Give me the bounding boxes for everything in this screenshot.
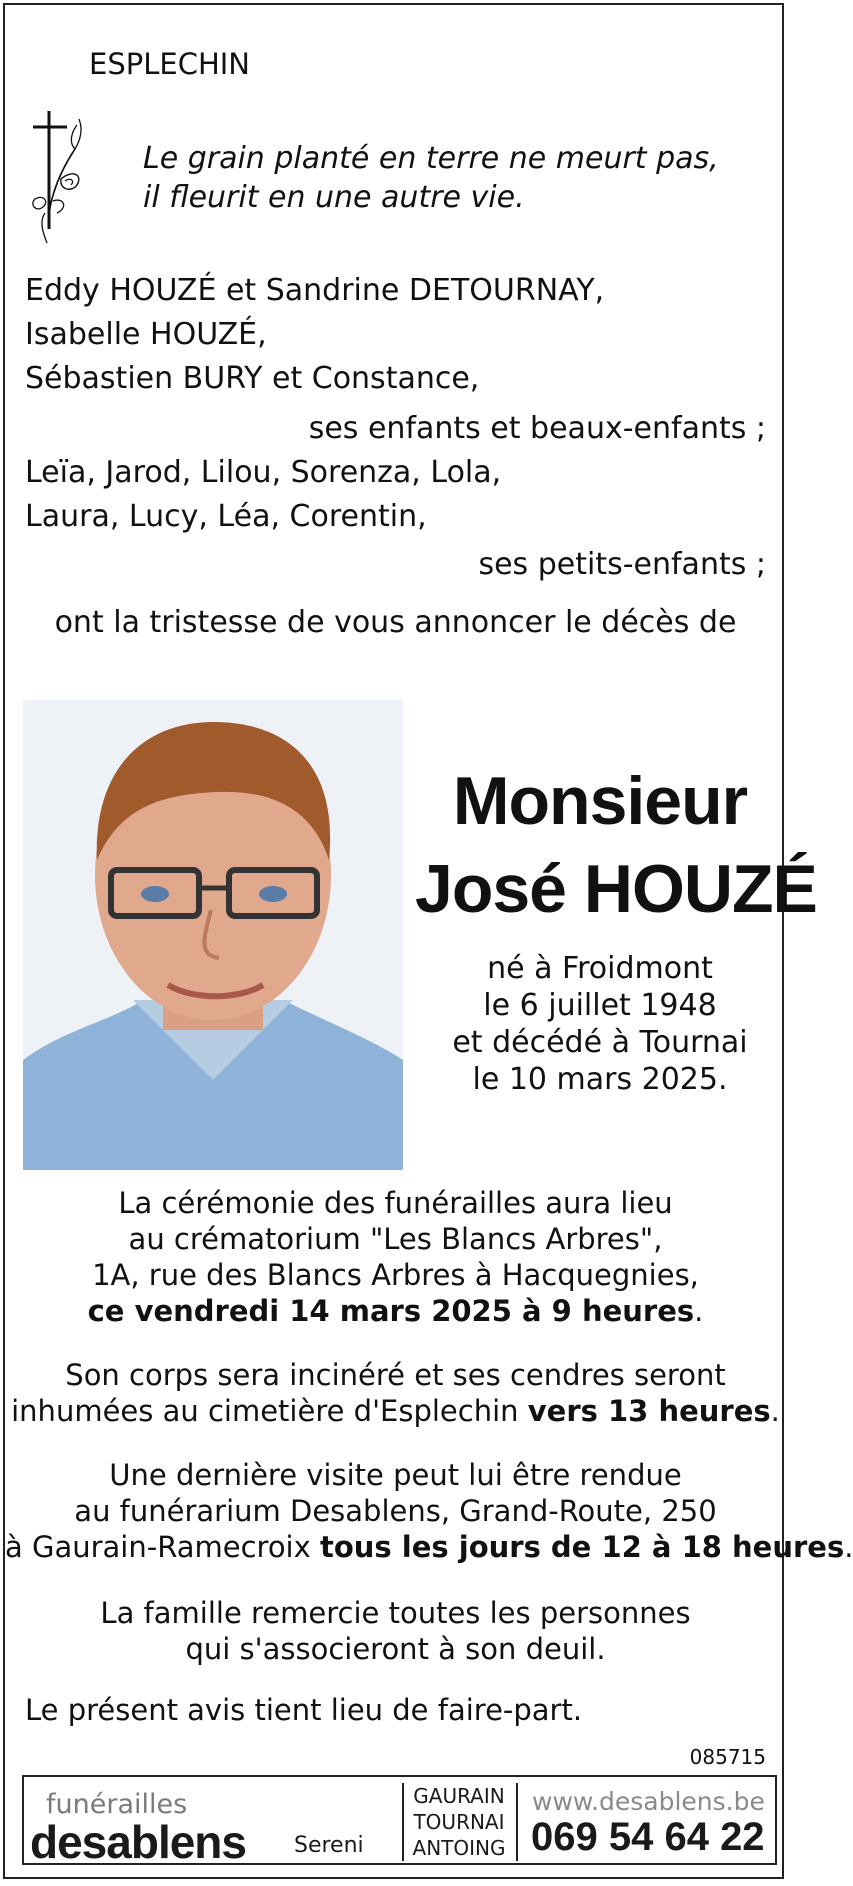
cremation-line-2 <box>5 1393 786 1429</box>
family-grandchildren <box>25 451 501 539</box>
visit-line: au funérarium Desablens, Grand-Route, 250 <box>74 1494 717 1528</box>
obituary-notice <box>3 3 853 1879</box>
website: www.desablens.be <box>532 1787 765 1816</box>
ceremony-when: ce vendredi 14 mars 2025 à 9 heures <box>87 1294 695 1328</box>
epitaph-quote <box>143 139 719 217</box>
town-name: GAURAIN <box>413 1784 505 1808</box>
brand-logo-name: desablens <box>30 1816 246 1868</box>
town-list <box>409 1783 509 1861</box>
birth-death-info <box>445 950 755 1098</box>
children-label: ses enfants et beaux-enfants ; <box>308 411 766 446</box>
phone-number: 069 54 64 22 <box>531 1815 765 1859</box>
cremation-info <box>5 1357 786 1429</box>
cremation-time-end: . <box>770 1394 780 1428</box>
brand-tagline: funérailles <box>46 1789 188 1820</box>
death-date: le 10 mars 2025. <box>472 1062 728 1097</box>
ceremony-info <box>5 1185 786 1329</box>
deceased-name: José HOUZÉ <box>415 851 817 927</box>
place-name: ESPLECHIN <box>89 47 251 81</box>
faire-part-note: Le présent avis tient lieu de faire-part. <box>25 1693 583 1727</box>
portrait-illustration <box>23 700 403 1170</box>
family-line: Leïa, Jarod, Lilou, Sorenza, Lola, <box>25 455 502 490</box>
quote-line-2: il fleurit en une autre vie. <box>143 180 525 215</box>
cross-with-flower-icon <box>25 109 91 249</box>
thanks-line: qui s'associeront à son deuil. <box>185 1632 606 1666</box>
thanks-info <box>5 1595 786 1667</box>
family-line: Laura, Lucy, Léa, Corentin, <box>25 499 427 534</box>
quote-line-1: Le grain planté en terre ne meurt pas, <box>143 141 719 176</box>
portrait-photo <box>23 700 403 1170</box>
brand-sub: Sereni <box>294 1833 364 1858</box>
deceased-title: Monsieur <box>452 763 748 839</box>
visit-text: à Gaurain-Ramecroix <box>5 1530 320 1564</box>
grandchildren-label: ses petits-enfants ; <box>478 547 766 582</box>
town-name: ANTOING <box>412 1836 506 1860</box>
cremation-time: vers 13 heures <box>527 1394 771 1428</box>
family-line: Isabelle HOUZÉ, <box>25 317 267 352</box>
visit-line: Une dernière visite peut lui être rendue <box>109 1458 682 1492</box>
thanks-line: La famille remercie toutes les personnes <box>100 1596 691 1630</box>
visit-hours: tous les jours de 12 à 18 heures <box>320 1530 845 1564</box>
ceremony-when-line <box>5 1293 786 1329</box>
divider <box>402 1783 404 1861</box>
death-place: et décédé à Tournai <box>452 1025 748 1060</box>
divider <box>516 1783 518 1861</box>
family-line: Eddy HOUZÉ et Sandrine DETOURNAY, <box>25 273 605 308</box>
family-line: Sébastien BURY et Constance, <box>25 361 480 396</box>
cremation-line: Son corps sera incinéré et ses cendres seront <box>65 1358 726 1392</box>
funeral-home-banner <box>22 1775 777 1868</box>
visit-hours-end: . <box>844 1530 853 1564</box>
family-children <box>25 269 604 401</box>
reference-number: 085715 <box>689 1745 766 1769</box>
deceased-name-block <box>415 757 817 933</box>
birth-date: le 6 juillet 1948 <box>483 988 717 1023</box>
ceremony-line: La cérémonie des funérailles aura lieu <box>118 1186 673 1220</box>
cremation-text: inhumées au cimetière d'Esplechin <box>11 1394 528 1428</box>
announcement: ont la tristesse de vous annoncer le décès de <box>54 605 737 640</box>
visit-line-3 <box>5 1529 853 1565</box>
visit-info <box>5 1457 853 1565</box>
town-name: TOURNAI <box>413 1810 505 1834</box>
birth-place: né à Froidmont <box>487 951 713 986</box>
ceremony-when-end: . <box>694 1294 704 1328</box>
ceremony-line: au crématorium "Les Blancs Arbres", <box>128 1222 663 1256</box>
ceremony-line: 1A, rue des Blancs Arbres à Hacquegnies, <box>92 1258 699 1292</box>
